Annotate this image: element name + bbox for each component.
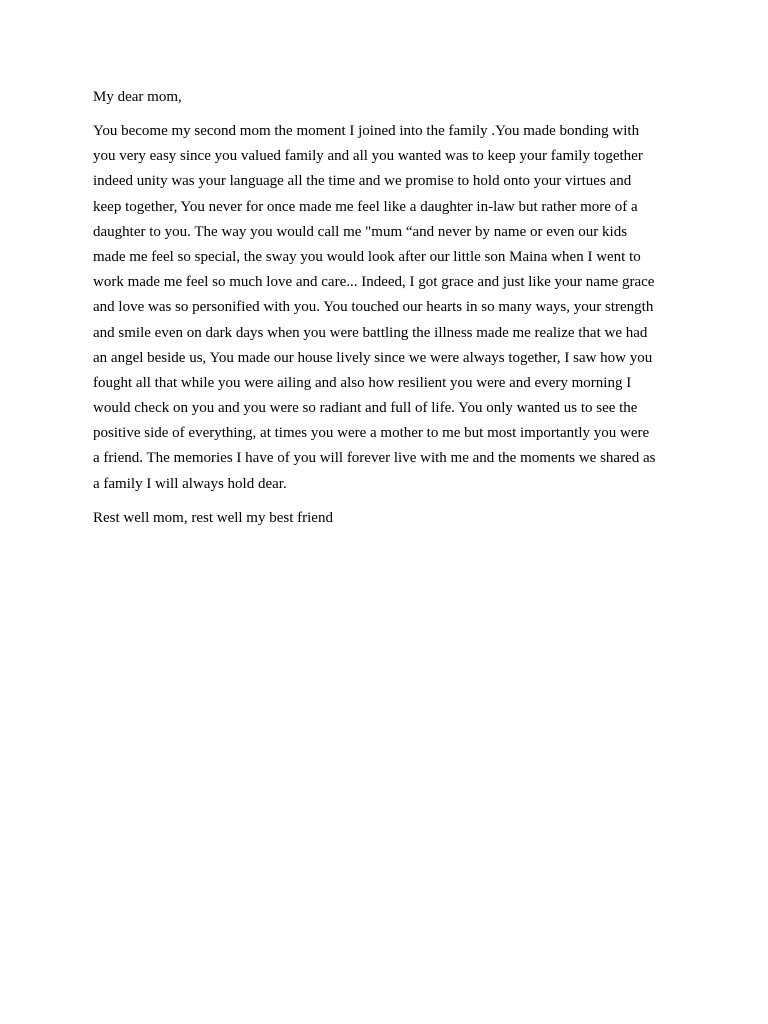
body-line: keep together, You never for once made me feel like a daughter in-law but rather more of a: [93, 198, 638, 215]
body-line: a friend. The memories I have of you will forever live with me and the moments we shared as: [93, 450, 656, 467]
letter-closing: Rest well mom, rest well my best friend: [93, 510, 333, 526]
letter-greeting: My dear mom,: [93, 89, 182, 105]
body-line: indeed unity was your language all the time and we promise to hold onto your virtues and: [93, 173, 632, 190]
body-line: You become my second mom the moment I joined into the family .You made bonding with: [93, 123, 640, 139]
body-line: and smile even on dark days when you were battling the illness made me realize that we had: [93, 324, 648, 341]
body-line: positive side of everything, at times you were a mother to me but most importantly you were: [93, 425, 650, 442]
body-line: an angel beside us, You made our house lively since we were always together, I saw how you: [93, 349, 653, 366]
body-line: made me feel so special, the sway you would look after our little son Maina when I went to: [93, 248, 641, 265]
letter-body: [93, 121, 655, 499]
body-line: fought all that while you were ailing and also how resilient you were and every morning I: [93, 374, 632, 391]
body-line: work made me feel so much love and care... Indeed, I got grace and just like your name grace: [93, 274, 655, 291]
body-line: a family I will always hold dear.: [93, 475, 287, 492]
body-line: and love was so personified with you. You touched our hearts in so many ways, your strength: [93, 299, 654, 316]
body-line: would check on you and you were so radiant and full of life. You only wanted us to see the: [93, 400, 638, 417]
body-line: daughter to you. The way you would call me "mum “and never by name or even our kids: [93, 223, 628, 240]
body-line: you very easy since you valued family and all you wanted was to keep your family together: [93, 148, 643, 165]
